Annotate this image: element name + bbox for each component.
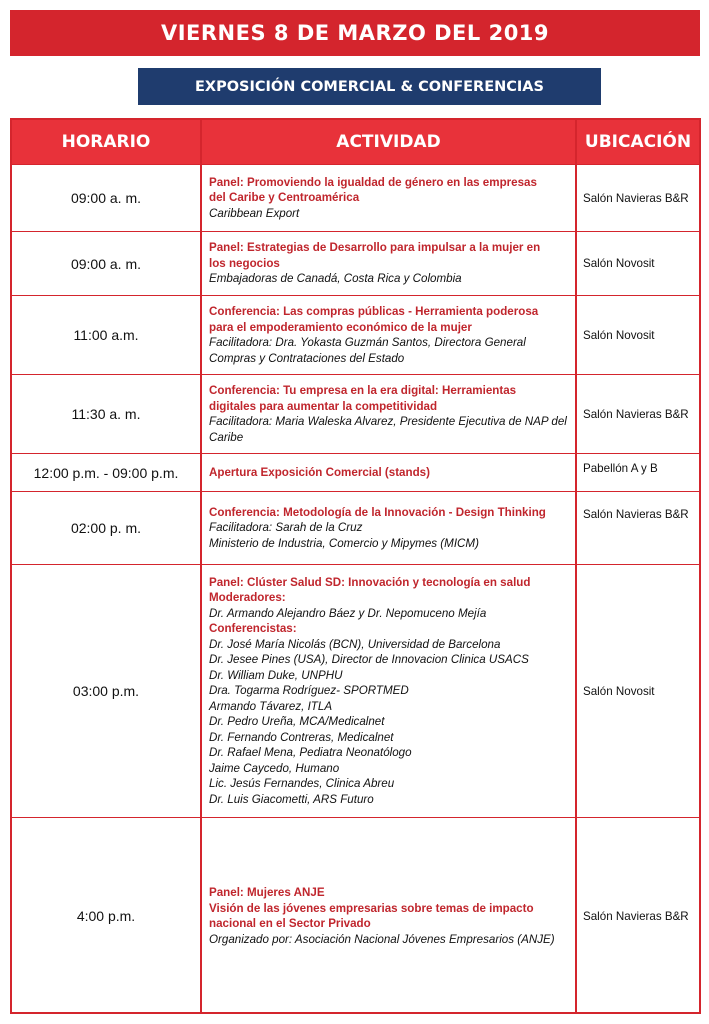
activity-detail: Caribbean Export — [209, 206, 300, 220]
activity-detail: Jaime Caycedo, Humano — [209, 761, 340, 775]
row-location: Salón Novosit — [583, 257, 655, 270]
table-row — [12, 817, 699, 1014]
table-row — [12, 564, 699, 817]
activity-detail: Facilitadora: Dra. Yokasta Guzmán Santos, Directora General — [209, 336, 526, 349]
activity-title: Panel: Estrategias de Desarrollo para impulsar a la mujer en — [209, 241, 541, 255]
row-activity — [209, 454, 569, 491]
row-location: Salón Navieras B&R — [583, 191, 689, 205]
activity-title: Conferencistas: — [209, 622, 297, 636]
activity-title: Panel: Clúster Salud SD: Innovación y tecnología en salud — [209, 575, 531, 589]
activity-title: digitales para aumentar la competitividad — [209, 399, 438, 413]
row-location: Salón Novosit — [583, 328, 655, 342]
table-row — [12, 295, 699, 374]
row-time: 02:00 p. m. — [70, 520, 142, 536]
schedule-table — [10, 118, 701, 1014]
row-location: Salón Navieras B&R — [583, 508, 689, 521]
activity-detail: Dr. José María Nicolás (BCN), Universidad de Barcelona — [209, 637, 501, 651]
header-activity: ACTIVIDAD — [336, 132, 441, 152]
activity-detail: Ministerio de Industria, Comercio y Mipymes (MICM) — [209, 536, 479, 550]
activity-detail: Organizado por: Asociación Nacional Jóvenes Empresarios (ANJE) — [209, 932, 555, 946]
activity-detail: Dr. Fernando Contreras, Medicalnet — [209, 730, 394, 744]
row-activity — [209, 375, 569, 453]
row-time: 4:00 p.m. — [76, 908, 136, 924]
activity-title: nacional en el Sector Privado — [209, 917, 371, 930]
row-activity — [209, 165, 569, 231]
row-location: Pabellón A y B — [583, 462, 658, 475]
header-location: UBICACIÓN — [584, 132, 692, 152]
row-time: 12:00 p.m. - 09:00 p.m. — [33, 464, 179, 481]
row-time: 11:00 a.m. — [73, 327, 139, 343]
activity-title: Conferencia: Las compras públicas - Herramienta poderosa — [209, 305, 539, 318]
activity-detail: Facilitadora: Maria Waleska Alvarez, Presidente Ejecutiva de NAP del — [209, 415, 567, 428]
activity-detail: Compras y Contrataciones del Estado — [209, 351, 405, 365]
subtitle-banner: EXPOSICIÓN COMERCIAL & CONFERENCIAS — [138, 68, 601, 105]
activity-detail: Lic. Jesús Fernandes, Clinica Abreu — [209, 777, 395, 791]
table-row — [12, 491, 699, 564]
table-header — [12, 120, 699, 164]
header-time: HORARIO — [61, 132, 151, 152]
row-time: 09:00 a. m. — [70, 190, 142, 206]
activity-detail: Dr. Pedro Ureña, MCA/Medicalnet — [209, 715, 385, 729]
table-row — [12, 231, 699, 295]
row-activity — [209, 232, 569, 295]
activity-detail: Dr. Armando Alejandro Báez y Dr. Nepomuceno Mejía — [209, 606, 487, 620]
activity-title: Moderadores: — [209, 591, 286, 605]
activity-detail: Embajadoras de Canadá, Costa Rica y Colombia — [209, 272, 462, 286]
activity-title: Visión de las jóvenes empresarias sobre temas de impacto — [209, 901, 534, 915]
row-time: 09:00 a. m. — [70, 255, 142, 272]
row-location: Salón Navieras B&R — [583, 407, 689, 421]
row-activity — [209, 818, 569, 1014]
activity-detail: Caribe — [209, 430, 244, 444]
table-row — [12, 453, 699, 491]
table-row — [12, 164, 699, 231]
table-row — [12, 374, 699, 453]
date-banner: VIERNES 8 DE MARZO DEL 2019 — [10, 10, 700, 56]
activity-detail: Dr. Rafael Mena, Pediatra Neonatólogo — [209, 746, 412, 760]
row-activity — [209, 492, 569, 564]
activity-title: los negocios — [209, 256, 280, 270]
activity-title: del Caribe y Centroamérica — [209, 191, 360, 205]
activity-detail: Dr. Luis Giacometti, ARS Futuro — [209, 792, 374, 806]
activity-title: Conferencia: Tu empresa en la era digital: Herramientas — [209, 384, 517, 397]
row-time: 11:30 a. m. — [71, 406, 141, 422]
activity-title: Panel: Mujeres ANJE — [209, 886, 325, 899]
row-location: Salón Novosit — [583, 684, 655, 698]
activity-title: Panel: Promoviendo la igualdad de género en las empresas — [209, 175, 537, 189]
activity-detail: Dr. Jesee Pines (USA), Director de Innovacion Clinica USACS — [209, 653, 529, 667]
activity-title: Conferencia: Metodología de la Innovación - Design Thinking — [209, 505, 546, 519]
activity-detail: Armando Távarez, ITLA — [209, 699, 333, 713]
activity-detail: Facilitadora: Sarah de la Cruz — [209, 521, 363, 535]
activity-title: para el empoderamiento económico de la mujer — [209, 320, 472, 334]
row-activity — [209, 296, 569, 374]
row-time: 03:00 p.m. — [72, 683, 140, 699]
row-location: Salón Navieras B&R — [583, 909, 689, 923]
activity-detail: Dra. Togarma Rodríguez- SPORTMED — [209, 684, 409, 698]
activity-title: Apertura Exposición Comercial (stands) — [209, 465, 430, 479]
row-activity — [209, 565, 569, 817]
activity-detail: Dr. William Duke, UNPHU — [209, 668, 343, 682]
